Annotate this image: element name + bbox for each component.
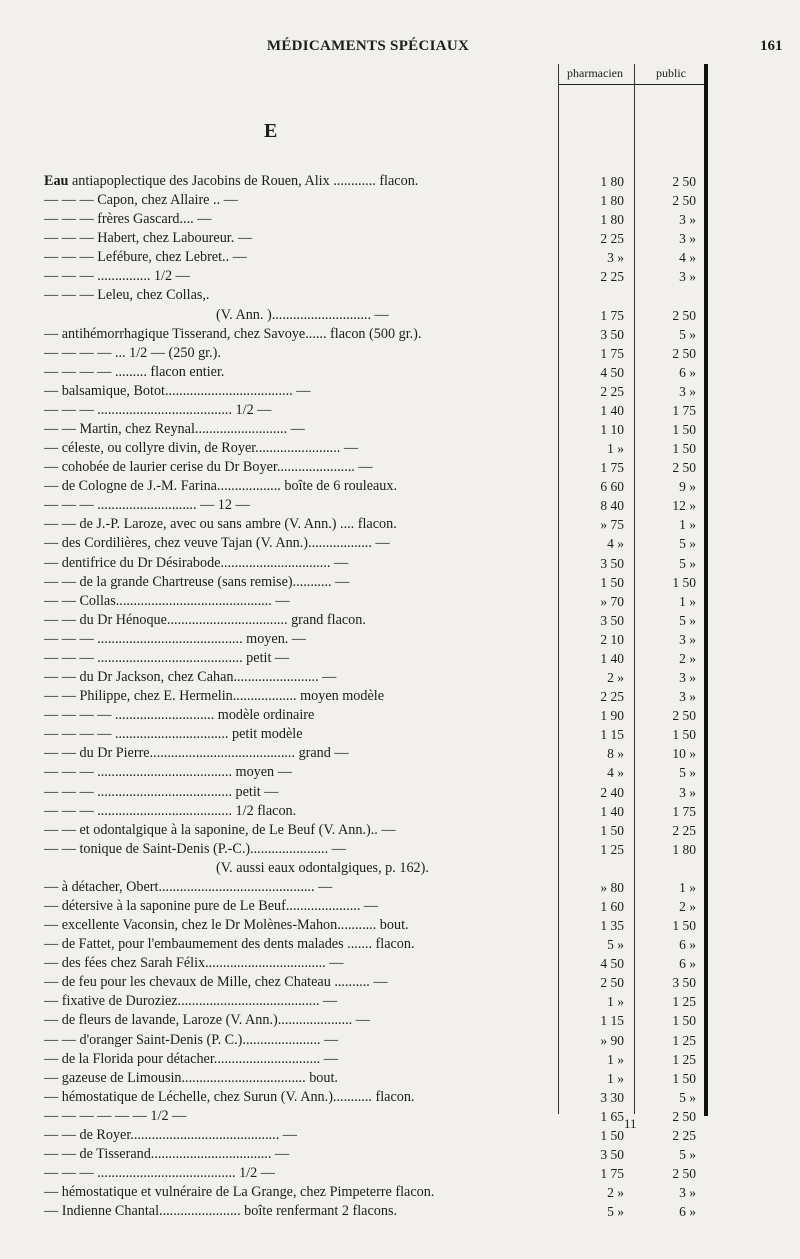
entry-text: Eau antiapoplectique des Jacobins de Rouen, Alix ............ flacon.: [44, 173, 419, 189]
price-public: 3 »: [679, 383, 696, 399]
list-item: [0, 706, 800, 725]
list-item: [0, 1164, 800, 1183]
price-public: 9 »: [679, 479, 696, 495]
entry-text: — balsamique, Botot.................................... —: [44, 382, 311, 399]
price-public: 3 »: [679, 784, 696, 800]
entry-text: — — de J.-P. Laroze, avec ou sans ambre (V. Ann.) .... flacon.: [44, 516, 397, 533]
page-number: 161: [760, 38, 783, 54]
entry-text: — hémostatique de Léchelle, chez Surun (V. Ann.)........... flacon.: [44, 1088, 415, 1105]
price-pharmacien: 1 10: [600, 422, 624, 438]
entry-text: — de fleurs de lavande, Laroze (V. Ann.)..................... —: [44, 1012, 370, 1029]
price-pharmacien: 3 »: [607, 250, 624, 266]
entry-text: — fixative de Duroziez........................................ —: [44, 993, 338, 1010]
price-public: 2 50: [672, 708, 696, 724]
list-item: [0, 229, 800, 248]
list-item: [0, 477, 800, 496]
price-pharmacien: 1 »: [607, 441, 624, 457]
price-public: 12 »: [672, 498, 696, 514]
entry-text: — — — ....................................... 1/2 —: [44, 1165, 275, 1182]
price-pharmacien: 1 50: [600, 1127, 624, 1143]
entry-text: — excellente Vaconsin, chez le Dr Molènes-Mahon........... bout.: [44, 917, 409, 934]
price-public: 4 »: [679, 250, 696, 266]
entry-text: — — du Dr Pierre......................................... grand —: [44, 745, 349, 762]
price-public: 1 75: [672, 803, 696, 819]
entry-text: — — de Royer.......................................... —: [44, 1126, 297, 1143]
entry-text: — — — ............... 1/2 —: [44, 268, 190, 285]
price-pharmacien: » 90: [600, 1032, 624, 1048]
price-pharmacien: 8 40: [600, 498, 624, 514]
price-public: 1 50: [672, 1013, 696, 1029]
entry-text: — des fées chez Sarah Félix.................................. —: [44, 955, 344, 972]
list-item: [0, 515, 800, 534]
price-public: 1 50: [672, 918, 696, 934]
list-item: [0, 534, 800, 553]
price-pharmacien: 1 75: [600, 345, 624, 361]
price-public: 3 »: [679, 212, 696, 228]
price-public: 2 50: [672, 307, 696, 323]
price-pharmacien: 3 30: [600, 1089, 624, 1105]
section-letter: E: [264, 120, 278, 142]
price-public: 6 »: [679, 364, 696, 380]
list-item: [0, 725, 800, 744]
entry-text: — — Collas............................................ —: [44, 592, 290, 609]
entry-text: — antihémorrhagique Tisserand, chez Savoye...... flacon (500 gr.).: [44, 325, 422, 342]
price-public: 5 »: [679, 1146, 696, 1162]
entry-text: — — — ......................................... petit —: [44, 649, 290, 666]
entry-text: — — — — ......... flacon entier.: [44, 363, 225, 380]
list-item: [0, 668, 800, 687]
header-rule: [558, 84, 704, 85]
price-pharmacien: 5 »: [607, 937, 624, 953]
price-public: 2 25: [672, 822, 696, 838]
price-public: 1 80: [672, 841, 696, 857]
list-item: [0, 878, 800, 897]
price-public: 5 »: [679, 1089, 696, 1105]
price-public: 5 »: [679, 612, 696, 628]
entry-text: — — tonique de Saint-Denis (P.-C.)...................... —: [44, 840, 346, 857]
price-pharmacien: 6 60: [600, 479, 624, 495]
entry-text: — — — ...................................... petit —: [44, 783, 279, 800]
entry-text: — Indienne Chantal....................... boîte renfermant 2 flacons.: [44, 1203, 398, 1220]
list-item: [0, 859, 800, 878]
entry-text: — de la Florida pour détacher.............................. —: [44, 1050, 338, 1067]
price-public: 5 »: [679, 555, 696, 571]
list-item: [0, 744, 800, 763]
running-header-title: MÉDICAMENTS SPÉCIAUX: [266, 38, 470, 54]
price-pharmacien: 1 40: [600, 650, 624, 666]
entry-text: — cohobée de laurier cerise du Dr Boyer...................... —: [44, 459, 373, 476]
price-public: 3 »: [679, 269, 696, 285]
entry-text: — — — ...................................... 1/2 flacon.: [44, 802, 297, 819]
list-item: [0, 897, 800, 916]
price-pharmacien: 5 »: [607, 1204, 624, 1220]
entry-text: — — — — ... 1/2 — (250 gr.).: [44, 344, 221, 361]
price-public: 1 »: [679, 517, 696, 533]
price-pharmacien: 1 »: [607, 1051, 624, 1067]
list-item: [0, 401, 800, 420]
price-public: 2 25: [672, 1127, 696, 1143]
list-item: [0, 687, 800, 706]
entry-text: — à détacher, Obert............................................ —: [44, 878, 333, 895]
price-pharmacien: 2 50: [600, 975, 624, 991]
price-public: 1 50: [672, 422, 696, 438]
list-item: [0, 210, 800, 229]
price-pharmacien: 1 80: [600, 174, 624, 189]
price-pharmacien: 1 80: [600, 212, 624, 228]
list-item: [0, 363, 800, 382]
list-item: [0, 840, 800, 859]
price-public: 6 »: [679, 1204, 696, 1220]
list-item: [0, 554, 800, 573]
list-item: [0, 783, 800, 802]
list-item: [0, 382, 800, 401]
list-item: [0, 172, 800, 191]
entry-text: — — — Leleu, chez Collas,.: [44, 287, 210, 304]
price-public: 2 50: [672, 345, 696, 361]
list-item: [0, 916, 800, 935]
price-public: 10 »: [672, 746, 696, 762]
entry-text: — gazeuse de Limousin................................... bout.: [44, 1069, 338, 1086]
entry-text: — — — ...................................... moyen —: [44, 764, 292, 781]
price-public: 2 50: [672, 1166, 696, 1182]
price-pharmacien: 3 50: [600, 555, 624, 571]
list-item: [0, 763, 800, 782]
price-pharmacien: 2 »: [607, 670, 624, 686]
list-item: [0, 496, 800, 515]
price-pharmacien: 1 75: [600, 1166, 624, 1182]
list-item: [0, 191, 800, 210]
list-item: [0, 344, 800, 363]
list-item: [0, 1011, 800, 1030]
price-public: 5 »: [679, 765, 696, 781]
price-pharmacien: 1 »: [607, 994, 624, 1010]
list-item: [0, 1088, 800, 1107]
list-item: [0, 573, 800, 592]
list-item: [0, 649, 800, 668]
price-public: 2 »: [679, 898, 696, 914]
list-item: [0, 1126, 800, 1145]
price-pharmacien: 4 »: [607, 765, 624, 781]
price-pharmacien: 2 10: [600, 631, 624, 647]
list-item: [0, 1183, 800, 1202]
price-public: 3 »: [679, 689, 696, 705]
entry-text: — — d'oranger Saint-Denis (P. C.)...................... —: [44, 1031, 339, 1048]
price-public: 1 25: [672, 994, 696, 1010]
list-item: [0, 611, 800, 630]
list-item: [0, 935, 800, 954]
price-pharmacien: 1 75: [600, 307, 624, 323]
price-pharmacien: 2 25: [600, 231, 624, 247]
entry-text: — — — ............................ — 12 —: [44, 497, 250, 514]
price-public: 1 25: [672, 1051, 696, 1067]
entry-text: (V. Ann. )............................ —: [216, 306, 389, 323]
price-pharmacien: 1 »: [607, 1070, 624, 1086]
entry-text: — — — ......................................... moyen. —: [44, 630, 307, 647]
price-pharmacien: 1 80: [600, 193, 624, 209]
entry-text: — dentifrice du Dr Désirabode............................... —: [44, 554, 349, 571]
price-pharmacien: 1 15: [600, 727, 624, 743]
entry-text: — — de la grande Chartreuse (sans remise)........... —: [44, 573, 350, 590]
list-item: [0, 1031, 800, 1050]
list-item: [0, 1069, 800, 1088]
list-item: [0, 821, 800, 840]
price-pharmacien: 1 50: [600, 574, 624, 590]
price-pharmacien: 1 65: [600, 1108, 624, 1124]
entry-text: — — — — — — 1/2 —: [44, 1107, 187, 1124]
price-public: 6 »: [679, 937, 696, 953]
entry-text: — — — Lefébure, chez Lebret.. —: [44, 249, 247, 266]
entry-text: — de Cologne de J.-M. Farina.................. boîte de 6 rouleaux.: [44, 478, 398, 495]
entry-text: — — — frères Gascard.... —: [44, 211, 212, 228]
entry-text: — — du Dr Jackson, chez Cahan........................ —: [44, 669, 337, 686]
entry-text: — de Fattet, pour l'embaumement des dents malades ....... flacon.: [44, 936, 415, 953]
entry-text: — hémostatique et vulnéraire de La Grange, chez Pimpeterre flacon.: [44, 1184, 435, 1201]
entry-text: — — du Dr Hénoque.................................. grand flacon.: [44, 611, 366, 628]
price-public: 3 »: [679, 1185, 696, 1201]
entry-text: (V. aussi eaux odontalgiques, p. 162).: [216, 859, 429, 876]
list-item: [0, 1050, 800, 1069]
price-public: 1 50: [672, 727, 696, 743]
list-item: [0, 992, 800, 1011]
list-item: [0, 630, 800, 649]
price-pharmacien: 1 40: [600, 402, 624, 418]
list-item: [0, 1145, 800, 1164]
price-public: 6 »: [679, 956, 696, 972]
entry-text: — — Philippe, chez E. Hermelin.................. moyen modèle: [44, 688, 385, 705]
price-public: 2 50: [672, 174, 696, 189]
list-item: [0, 286, 800, 305]
price-public: 3 »: [679, 231, 696, 247]
price-public: 1 50: [672, 441, 696, 457]
list-item: [0, 973, 800, 992]
column-header-pharmacien: pharmacien: [567, 66, 623, 80]
price-public: 2 50: [672, 460, 696, 476]
price-pharmacien: 3 50: [600, 612, 624, 628]
price-list: [0, 172, 800, 1221]
price-pharmacien: 1 15: [600, 1013, 624, 1029]
price-pharmacien: 4 50: [600, 364, 624, 380]
entry-text: — détersive à la saponine pure de Le Beuf..................... —: [44, 897, 379, 914]
list-item: [0, 592, 800, 611]
price-public: 3 »: [679, 631, 696, 647]
price-pharmacien: 1 90: [600, 708, 624, 724]
price-public: 2 50: [672, 193, 696, 209]
price-public: 1 50: [672, 574, 696, 590]
entry-text: — — et odontalgique à la saponine, de Le Beuf (V. Ann.).. —: [44, 821, 396, 838]
price-pharmacien: 8 »: [607, 746, 624, 762]
price-public: 1 25: [672, 1032, 696, 1048]
price-pharmacien: » 70: [600, 593, 624, 609]
list-item: [0, 439, 800, 458]
list-item: [0, 954, 800, 973]
entry-text: — — — — ............................ modèle ordinaire: [44, 707, 315, 724]
entry-text: — — de Tisserand.................................. —: [44, 1145, 290, 1162]
price-pharmacien: » 75: [600, 517, 624, 533]
price-pharmacien: 2 25: [600, 689, 624, 705]
price-public: 1 75: [672, 402, 696, 418]
list-item: [0, 1107, 800, 1126]
price-pharmacien: 2 25: [600, 383, 624, 399]
price-pharmacien: 4 50: [600, 956, 624, 972]
list-item: [0, 458, 800, 477]
price-public: 1 »: [679, 879, 696, 895]
entry-text: — céleste, ou collyre divin, de Royer........................ —: [44, 440, 359, 457]
list-item: [0, 248, 800, 267]
price-public: 2 »: [679, 650, 696, 666]
price-pharmacien: 4 »: [607, 536, 624, 552]
list-item: [0, 306, 800, 325]
price-public: 2 50: [672, 1108, 696, 1124]
price-public: 5 »: [679, 536, 696, 552]
entry-text: — de feu pour les chevaux de Mille, chez Chateau .......... —: [44, 974, 388, 991]
signature-mark: 11: [624, 1116, 637, 1131]
price-pharmacien: 1 60: [600, 898, 624, 914]
price-pharmacien: 1 75: [600, 460, 624, 476]
price-public: 5 »: [679, 326, 696, 342]
price-pharmacien: 2 25: [600, 269, 624, 285]
price-pharmacien: 1 40: [600, 803, 624, 819]
price-pharmacien: 2 40: [600, 784, 624, 800]
entry-text: — — Martin, chez Reynal.......................... —: [44, 421, 305, 438]
list-item: [0, 267, 800, 286]
entry-text: — — — Capon, chez Allaire .. —: [44, 192, 238, 209]
price-public: 3 50: [672, 975, 696, 991]
price-public: 1 »: [679, 593, 696, 609]
entry-text: — — — Habert, chez Laboureur. —: [44, 230, 253, 247]
price-pharmacien: 3 50: [600, 1146, 624, 1162]
list-item: [0, 802, 800, 821]
entry-text: — — — — ................................ petit modèle: [44, 726, 303, 743]
price-pharmacien: 3 50: [600, 326, 624, 342]
column-header-public: public: [656, 66, 686, 80]
entry-text: — — — ...................................... 1/2 —: [44, 401, 272, 418]
price-pharmacien: » 80: [600, 879, 624, 895]
list-item: [0, 420, 800, 439]
list-item: [0, 1202, 800, 1221]
price-public: 3 »: [679, 670, 696, 686]
price-pharmacien: 1 25: [600, 841, 624, 857]
entry-lead-word: Eau: [44, 173, 69, 189]
price-pharmacien: 1 35: [600, 918, 624, 934]
price-pharmacien: 1 50: [600, 822, 624, 838]
entry-text: — des Cordilières, chez veuve Tajan (V. Ann.).................. —: [44, 535, 390, 552]
list-item: [0, 325, 800, 344]
price-public: 1 50: [672, 1070, 696, 1086]
price-pharmacien: 2 »: [607, 1185, 624, 1201]
